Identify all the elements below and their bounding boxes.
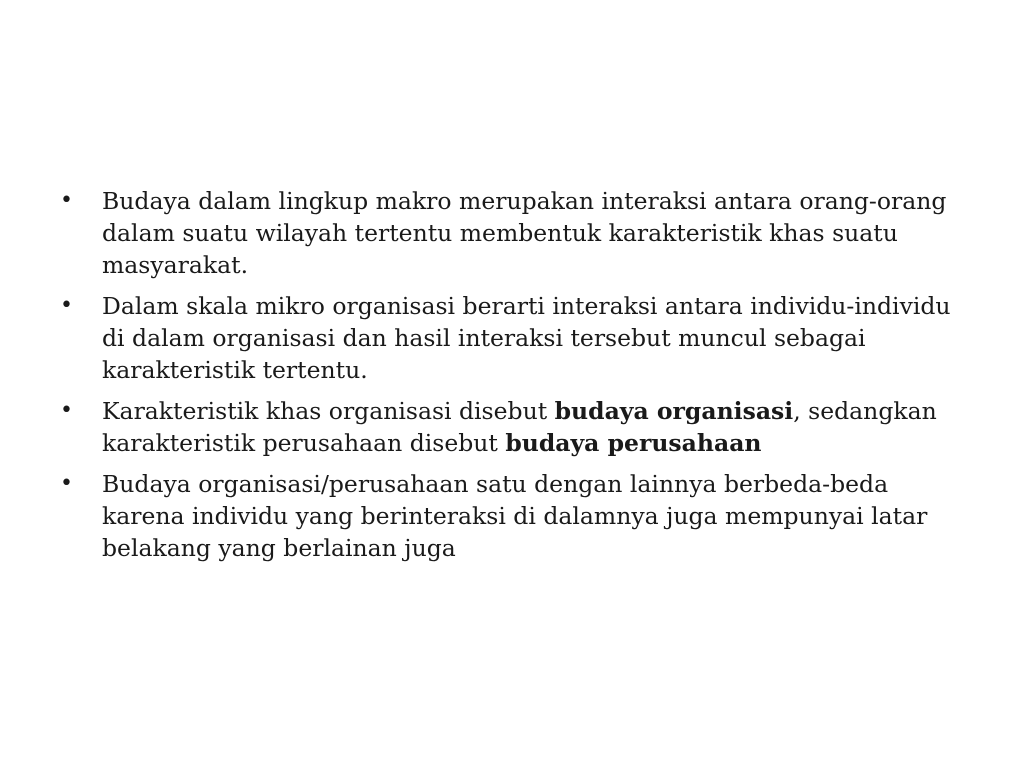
bullet-text — [102, 292, 951, 384]
bold-term: budaya perusahaan — [505, 429, 762, 457]
bullet-list — [60, 185, 960, 573]
text-segment: , sedangkan karakteristik perusahaan disebut — [102, 397, 937, 457]
bullet-icon: • — [60, 398, 73, 423]
bullet-icon: • — [60, 293, 73, 318]
bullet-item — [60, 468, 960, 564]
bullet-item — [60, 185, 960, 281]
bullet-icon: • — [60, 188, 73, 213]
bullet-item — [60, 395, 960, 459]
text-segment: Budaya dalam lingkup makro merupakan interaksi antara orang-orang dalam suatu wilayah tertentu membentuk karakteristik khas suatu masyarakat. — [102, 187, 947, 279]
bullet-text — [102, 397, 937, 457]
bold-term: budaya organisasi — [554, 397, 794, 425]
text-segment: Budaya organisasi/perusahaan satu dengan lainnya berbeda-beda karena individu yang berinteraksi di dalamnya juga mempunyai latar belakang yang berlainan juga — [102, 470, 928, 562]
text-segment: Karakteristik khas organisasi disebut — [102, 397, 555, 425]
text-segment: Dalam skala mikro organisasi berarti interaksi antara individu-individu di dalam organisasi dan hasil interaksi tersebut muncul sebagai karakteristik tertentu. — [102, 292, 951, 384]
bullet-icon: • — [60, 471, 73, 496]
bullet-text — [102, 470, 927, 562]
bullet-item — [60, 290, 960, 386]
bullet-text — [102, 187, 946, 279]
